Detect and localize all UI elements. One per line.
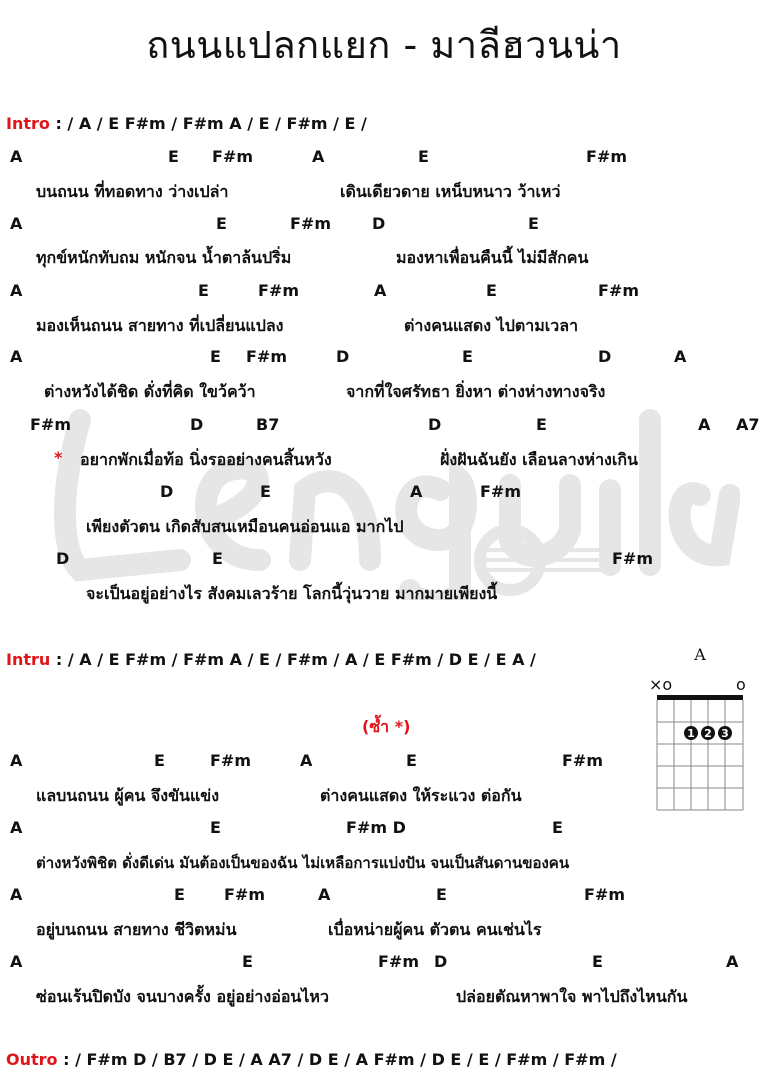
- chord: E: [536, 415, 547, 434]
- chord: F#m: [30, 415, 72, 434]
- chord: F#m: [586, 147, 628, 166]
- chord: A7: [736, 415, 760, 434]
- intru-line: [6, 650, 536, 669]
- chord: A: [10, 818, 23, 837]
- chord: E: [154, 751, 165, 770]
- lyric: แลบนถนน ผู้คน จึงขันแข่ง: [36, 786, 220, 805]
- intro-label: Intro: [6, 114, 50, 133]
- chord: D: [336, 347, 350, 366]
- chord: E: [486, 281, 497, 300]
- chord-diagram-a: [645, 645, 755, 815]
- chord: E: [436, 885, 447, 904]
- chord: F#m: [480, 482, 522, 501]
- chorus-marker: *: [54, 448, 63, 467]
- chord: A: [374, 281, 387, 300]
- chord: E: [168, 147, 179, 166]
- chord: A: [10, 751, 23, 770]
- lyric: ต่างคนแสดง ให้ระแวง ต่อกัน: [320, 786, 522, 805]
- finger-number: 1: [687, 727, 695, 740]
- chord: E: [174, 885, 185, 904]
- chord: E: [528, 214, 539, 233]
- repeat-label: (ซ้ำ *): [362, 717, 411, 736]
- lyric: ต่างหวังได้ชิด ดั่งที่คิด ใขว้คว้า: [44, 382, 256, 401]
- intro-sequence: : / A / E F#m / F#m A / E / F#m / E /: [49, 114, 367, 133]
- chord: A: [674, 347, 687, 366]
- song-title: ถนนแปลกแยก - มาลีฮวนน่า: [146, 23, 622, 67]
- chord: E: [592, 952, 603, 971]
- chord: F#m: [584, 885, 626, 904]
- chord: D: [190, 415, 204, 434]
- chord: F#m: [246, 347, 288, 366]
- lyric: ซ่อนเร้นปิดบัง จนบางครั้ง อยู่อย่างอ่อนไหว: [36, 987, 329, 1006]
- chord: A: [698, 415, 711, 434]
- chord: A: [726, 952, 739, 971]
- lyric: ต่างคนแสดง ไปตามเวลา: [404, 316, 579, 335]
- chord: D: [56, 549, 70, 568]
- lyric: อยู่บนถนน สายทาง ชีวิตหม่น: [36, 920, 237, 939]
- chord: E: [198, 281, 209, 300]
- chord: F#m: [258, 281, 300, 300]
- chord: D: [434, 952, 448, 971]
- chord-diagram-open-marks: ×o: [649, 675, 673, 694]
- chord: E: [210, 818, 221, 837]
- chord: F#m: [378, 952, 420, 971]
- lyric: จากที่ใจศรัทธา ยิ่งหา ต่างห่างทางจริง: [346, 382, 606, 401]
- chord: A: [10, 347, 23, 366]
- chord: F#m: [224, 885, 266, 904]
- chord: D: [372, 214, 386, 233]
- chord: D: [598, 347, 612, 366]
- chord: A: [10, 885, 23, 904]
- chord: E: [462, 347, 473, 366]
- chord: A: [312, 147, 325, 166]
- chord: A: [10, 281, 23, 300]
- chord: F#m: [598, 281, 640, 300]
- chord: E: [406, 751, 417, 770]
- chord: D: [428, 415, 442, 434]
- chord: A: [300, 751, 313, 770]
- lyric: เดินเดียวดาย เหน็บหนาว ว้าเหว่: [340, 182, 561, 201]
- chord: F#m D: [346, 818, 406, 837]
- chord: F#m: [612, 549, 654, 568]
- chord: A: [410, 482, 423, 501]
- lyric: จะเป็นอยู่อย่างไร สังคมเลวร้าย โลกนี้วุ่นวาย มากมายเพียงนี้: [86, 584, 498, 603]
- chord: A: [318, 885, 331, 904]
- lyric: เบื่อหน่ายผู้คน ตัวตน คนเช่นไร: [328, 920, 542, 939]
- lyric: อยากพักเมื่อท้อ นิ่งรออย่างคนสิ้นหวัง: [80, 450, 332, 469]
- chord: E: [210, 347, 221, 366]
- chord: E: [260, 482, 271, 501]
- lyric: มองเห็นถนน สายทาง ที่เปลี่ยนแปลง: [36, 316, 284, 335]
- chord: E: [418, 147, 429, 166]
- intru-label: Intru: [6, 650, 51, 669]
- lyric: มองหาเพื่อนคืนนี้ ไม่มีสักคน: [396, 248, 589, 267]
- chord: E: [212, 549, 223, 568]
- lyric: ฝั่งฝันฉันยัง เลือนลางห่างเกิน: [440, 450, 638, 469]
- chord: D: [160, 482, 174, 501]
- finger-number: 3: [721, 727, 729, 740]
- chord: E: [242, 952, 253, 971]
- chord: E: [552, 818, 563, 837]
- outro-line: [6, 1050, 617, 1069]
- chord: A: [10, 952, 23, 971]
- intru-sequence: : / A / E F#m / F#m A / E / F#m / A / E F#m / D E / E A /: [50, 650, 536, 669]
- finger-number: 2: [704, 727, 712, 740]
- chord-diagram-high-mark: o: [736, 675, 746, 694]
- chord: A: [10, 214, 23, 233]
- lenguitar-watermark-logo: [40, 400, 740, 600]
- chord-diagram-grid: [645, 645, 755, 815]
- lyric: ต่างหวังพิชิต ดั่งดีเด่น มันต้องเป็นของฉัน ไม่เหลือการแบ่งปัน จนเป็นสันดานของคน: [36, 854, 570, 872]
- intro-line: [6, 114, 367, 133]
- chord-diagram-name: A: [694, 645, 706, 664]
- chord: F#m: [212, 147, 254, 166]
- outro-sequence: : / F#m D / B7 / D E / A A7 / D E / A F#m / D E / E / F#m / F#m /: [57, 1050, 617, 1069]
- chord: E: [216, 214, 227, 233]
- chord: B7: [256, 415, 280, 434]
- chord: F#m: [210, 751, 252, 770]
- lyric: บนถนน ที่ทอดทาง ว่างเปล่า: [36, 182, 229, 201]
- lyric: เพียงตัวตน เกิดสับสนเหมือนคนอ่อนแอ มากไป: [86, 517, 404, 536]
- chord: A: [10, 147, 23, 166]
- outro-label: Outro: [6, 1050, 58, 1069]
- lyric: ทุกข์หนักทับถม หนักจน น้ำตาล้นปริ่ม: [36, 248, 292, 267]
- chord: F#m: [290, 214, 332, 233]
- lyric: ปล่อยตัณหาพาใจ พาไปถึงไหนกัน: [456, 987, 688, 1006]
- chord: F#m: [562, 751, 604, 770]
